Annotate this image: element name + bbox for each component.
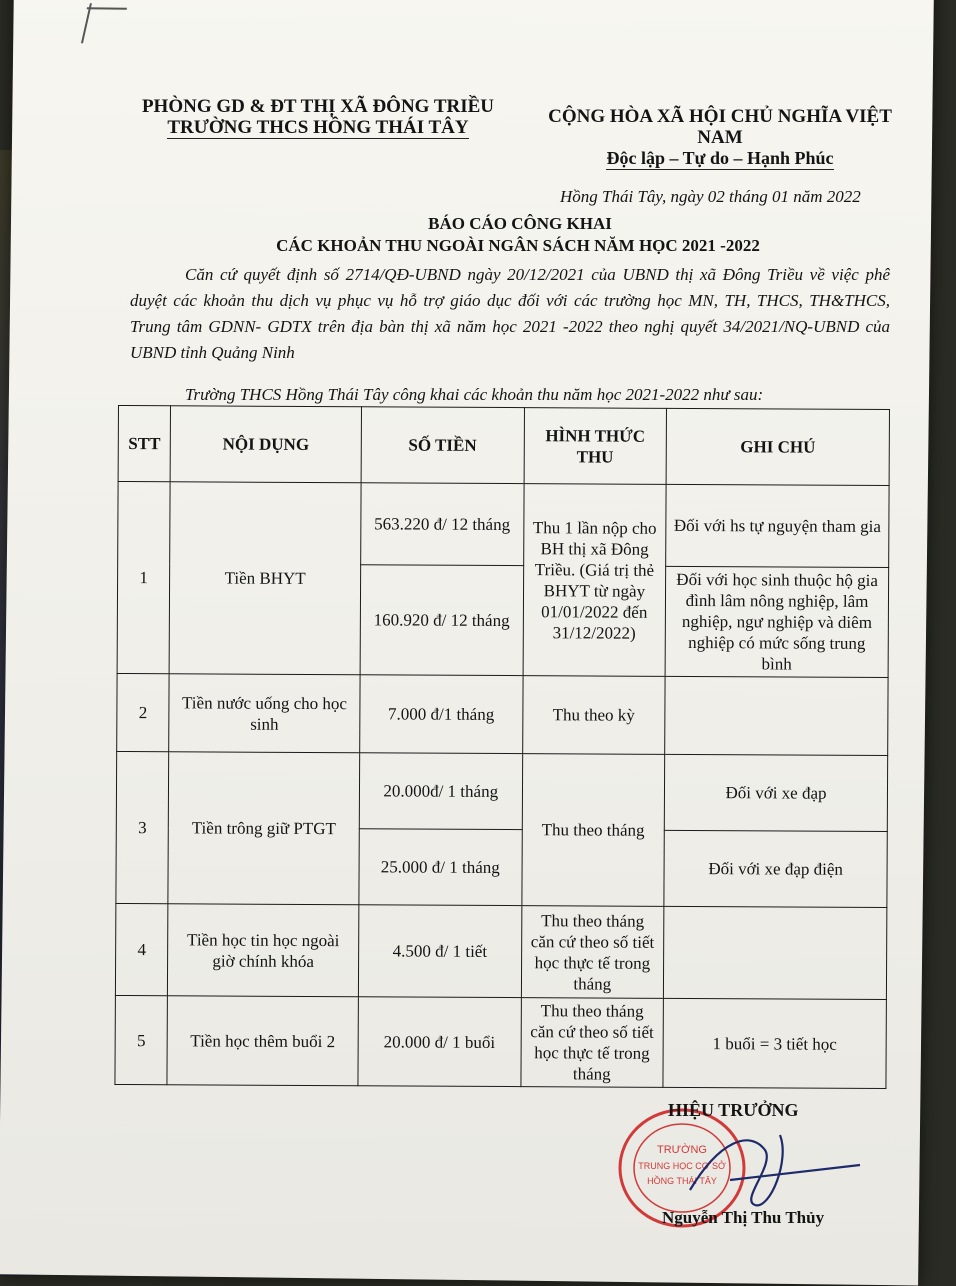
table-row	[115, 995, 886, 1088]
header-content: NỘI DỤNG	[170, 406, 361, 483]
svg-text:TRƯỜNG: TRƯỜNG	[657, 1144, 707, 1156]
header-stt: STT	[118, 406, 171, 482]
principal-name: Nguyễn Thị Thu Thủy	[662, 1208, 825, 1227]
row1-amount-b: 160.920 đ/ 12 tháng	[360, 565, 523, 676]
row3-method: Thu theo tháng	[521, 754, 664, 907]
intro-line: Trường THCS Hồng Thái Tây công khai các khoản thu năm học 2021-2022 như sau:	[185, 385, 764, 404]
document-date: Hồng Thái Tây, ngày 02 tháng 01 năm 2022	[560, 187, 861, 206]
row4-method: Thu theo tháng căn cứ theo số tiết học thực tế trong tháng	[521, 906, 664, 999]
row4-stt: 4	[115, 903, 168, 995]
row3-note-a: Đối với xe đạp	[664, 754, 887, 831]
row1-note-b: Đối với học sinh thuộc hộ gia đình lâm nông nghiệp, lâm nghiệp, ngư nghiệp và diêm nghiệp có mức sống trung bình	[665, 566, 888, 677]
svg-text:HỒNG THÁI TÂY: HỒNG THÁI TÂY	[647, 1176, 717, 1186]
pen-mark	[81, 3, 142, 44]
row5-stt: 5	[115, 995, 168, 1084]
row4-note	[664, 906, 887, 999]
school-name: TRƯỜNG THCS HỒNG THÁI TÂY	[167, 117, 469, 138]
row1-method: Thu 1 lần nộp cho BH thị xã Đông Triều. (Giá trị thẻ BHYT từ ngày 01/01/2022 đến 31/12/2022)	[523, 484, 667, 677]
row3-stt: 3	[116, 751, 169, 903]
issuer-header	[128, 96, 508, 139]
national-motto: Độc lập – Tự do – Hạnh Phúc	[606, 148, 834, 168]
row1-content: Tiền BHYT	[169, 482, 361, 675]
header-method: HÌNH THỨC THU	[524, 408, 667, 485]
row2-note	[665, 676, 888, 755]
row4-content: Tiền học tin học ngoài giờ chính khóa	[168, 904, 359, 997]
svg-text:TRUNG HỌC CƠ SỞ: TRUNG HỌC CƠ SỞ	[638, 1161, 726, 1171]
table-row	[118, 482, 889, 568]
principal-title: HIỆU TRƯỞNG	[668, 1100, 799, 1120]
row1-amount-a: 563.220 đ/ 12 tháng	[361, 483, 524, 566]
fee-table	[114, 405, 890, 1089]
republic-name: CỘNG HÒA XÃ HỘI CHỦ NGHĨA VIỆT NAM	[548, 106, 892, 148]
row5-note: 1 buổi = 3 tiết học	[663, 998, 886, 1088]
row1-stt: 1	[117, 482, 170, 674]
row2-stt: 2	[117, 673, 170, 751]
table-row	[117, 673, 888, 755]
row5-method: Thu theo tháng căn cứ theo số tiết học thực tế trong tháng	[520, 998, 663, 1088]
legal-basis-paragraph: Căn cứ quyết định số 2714/QĐ-UBND ngày 20/12/2021 của UBND thị xã Đông Triều về việc phê duyệt các khoản thu dịch vụ phục vụ hỗ trợ giáo dục đối với các trường học MN, TH, THCS, TH&THCS, Trung tâm GDNN- GDTX trên địa bàn thị xã năm học 2021 -2022 theo nghị quyết 34/2021/NQ-UBND của UBND tỉnh Quảng Ninh	[130, 265, 890, 362]
row5-content: Tiền học thêm buổi 2	[167, 996, 358, 1086]
row3-content: Tiền trông giữ PTGT	[168, 752, 360, 905]
row4-amount: 4.500 đ/ 1 tiết	[358, 905, 521, 998]
row2-content: Tiền nước uống cho học sinh	[169, 674, 360, 753]
table-row	[115, 903, 886, 999]
table-row	[116, 751, 887, 831]
row2-method: Thu theo kỳ	[522, 676, 665, 755]
report-subtitle: CÁC KHOẢN THU NGOÀI NGÂN SÁCH NĂM HỌC 2021 -2022	[276, 236, 760, 255]
row5-amount: 20.000 đ/ 1 buổi	[358, 997, 521, 1087]
report-title: BÁO CÁO CÔNG KHAI	[428, 214, 612, 233]
table-header-row	[118, 406, 889, 486]
row2-amount: 7.000 đ/1 tháng	[360, 675, 523, 754]
row3-amount-a: 20.000đ/ 1 tháng	[359, 753, 522, 830]
handwritten-signature	[670, 1120, 870, 1220]
row3-note-b: Đối với xe đạp điện	[664, 830, 887, 907]
row3-amount-b: 25.000 đ/ 1 tháng	[359, 829, 522, 906]
department-name: PHÒNG GD & ĐT THỊ XÃ ĐÔNG TRIỀU	[141, 96, 495, 117]
header-note: GHI CHÚ	[666, 408, 889, 485]
national-header	[530, 106, 910, 170]
header-amount: SỐ TIỀN	[361, 407, 524, 484]
row1-note-a: Đối với hs tự nguyện tham gia	[666, 484, 889, 567]
